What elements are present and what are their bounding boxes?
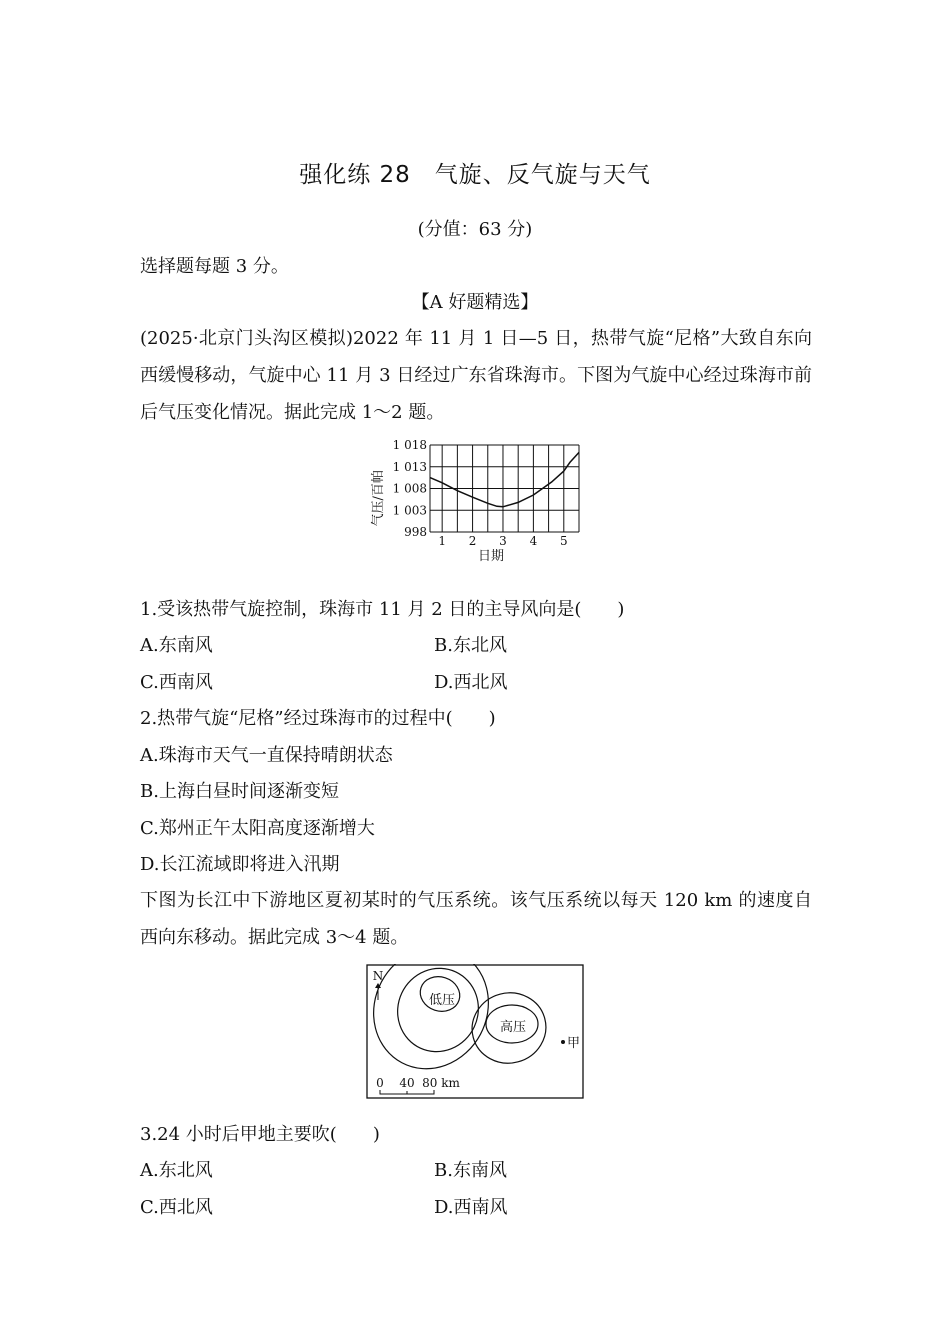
q3-option-b: B.东南风 bbox=[434, 1160, 507, 1181]
scale-40: 40 bbox=[399, 1076, 415, 1090]
chart-x-ticks bbox=[438, 534, 567, 548]
pressure-chart bbox=[360, 436, 600, 566]
y-tick-label: 1 018 bbox=[392, 438, 427, 452]
north-label: N bbox=[372, 969, 384, 983]
point-jia-marker bbox=[561, 1040, 565, 1044]
low-pressure-label: 低压 bbox=[428, 993, 456, 1008]
chart-y-label: 气压/百帕 bbox=[371, 470, 386, 527]
pressure-system-map bbox=[366, 964, 584, 1100]
section-heading: 【A 好题精选】 bbox=[411, 292, 539, 313]
q1-option-a: A.东南风 bbox=[140, 635, 213, 656]
passage-2: 下图为长江中下游地区夏初某时的气压系统。该气压系统以每天 120 km 的速度自西向东移动。据此完成 3～4 题。 bbox=[140, 890, 812, 948]
y-tick-label: 1 003 bbox=[392, 503, 427, 518]
x-tick-label: 3 bbox=[499, 534, 507, 548]
q2-option-a: A.珠海市天气一直保持晴朗状态 bbox=[140, 745, 393, 766]
q1-stem: 1.受该热带气旋控制，珠海市 11 月 2 日的主导风向是( ) bbox=[140, 599, 625, 620]
q2-option-d: D.长江流域即将进入汛期 bbox=[140, 854, 340, 875]
y-tick-label: 1 013 bbox=[392, 459, 427, 474]
q3-option-c: C.西北风 bbox=[140, 1197, 213, 1218]
passage-1: (2025·北京门头沟区模拟)2022 年 11 月 1 日—5 日，热带气旋“尼格”大致自东向西缓慢移动，气旋中心 11 月 3 日经过广东省珠海市。下图为气旋中心经过珠海市前后气压变化情况。据此完成 1～2 题。 bbox=[140, 328, 812, 423]
high-pressure-label: 高压 bbox=[499, 1020, 527, 1035]
q3-option-d: D.西南风 bbox=[434, 1197, 508, 1218]
q2-stem: 2.热带气旋“尼格”经过珠海市的过程中( ) bbox=[140, 708, 496, 729]
score-note: (分值：63 分) bbox=[417, 219, 533, 240]
scale-bar bbox=[380, 1090, 434, 1094]
chart-y-ticks bbox=[393, 438, 427, 539]
x-tick-label: 5 bbox=[559, 534, 568, 548]
q3-stem: 3.24 小时后甲地主要吹( ) bbox=[140, 1124, 380, 1145]
x-tick-label: 4 bbox=[529, 534, 538, 548]
q3-option-a: A.东北风 bbox=[140, 1160, 213, 1181]
q2-option-c: C.郑州正午太阳高度逐渐增大 bbox=[140, 818, 375, 839]
q1-option-d: D.西北风 bbox=[434, 672, 508, 693]
pressure-series-line bbox=[430, 452, 579, 506]
y-tick-label: 1 008 bbox=[392, 481, 427, 496]
instruction-note: 选择题每题 3 分。 bbox=[140, 256, 289, 277]
q1-option-b: B.东北风 bbox=[434, 635, 507, 656]
x-tick-label: 1 bbox=[438, 534, 446, 548]
x-tick-label: 2 bbox=[468, 534, 477, 548]
chart-x-label: 日期 bbox=[477, 549, 505, 564]
page-title: 强化练 28 气旋、反气旋与天气 bbox=[299, 162, 651, 188]
q1-option-c: C.西南风 bbox=[140, 672, 213, 693]
scale-0: 0 bbox=[376, 1076, 384, 1090]
low-isobar-outer bbox=[366, 964, 510, 1089]
q2-option-b: B.上海白昼时间逐渐变短 bbox=[140, 781, 339, 802]
scale-80: 80 km bbox=[422, 1076, 460, 1090]
point-jia-label: 甲 bbox=[567, 1036, 581, 1051]
y-tick-label: 998 bbox=[404, 525, 427, 539]
